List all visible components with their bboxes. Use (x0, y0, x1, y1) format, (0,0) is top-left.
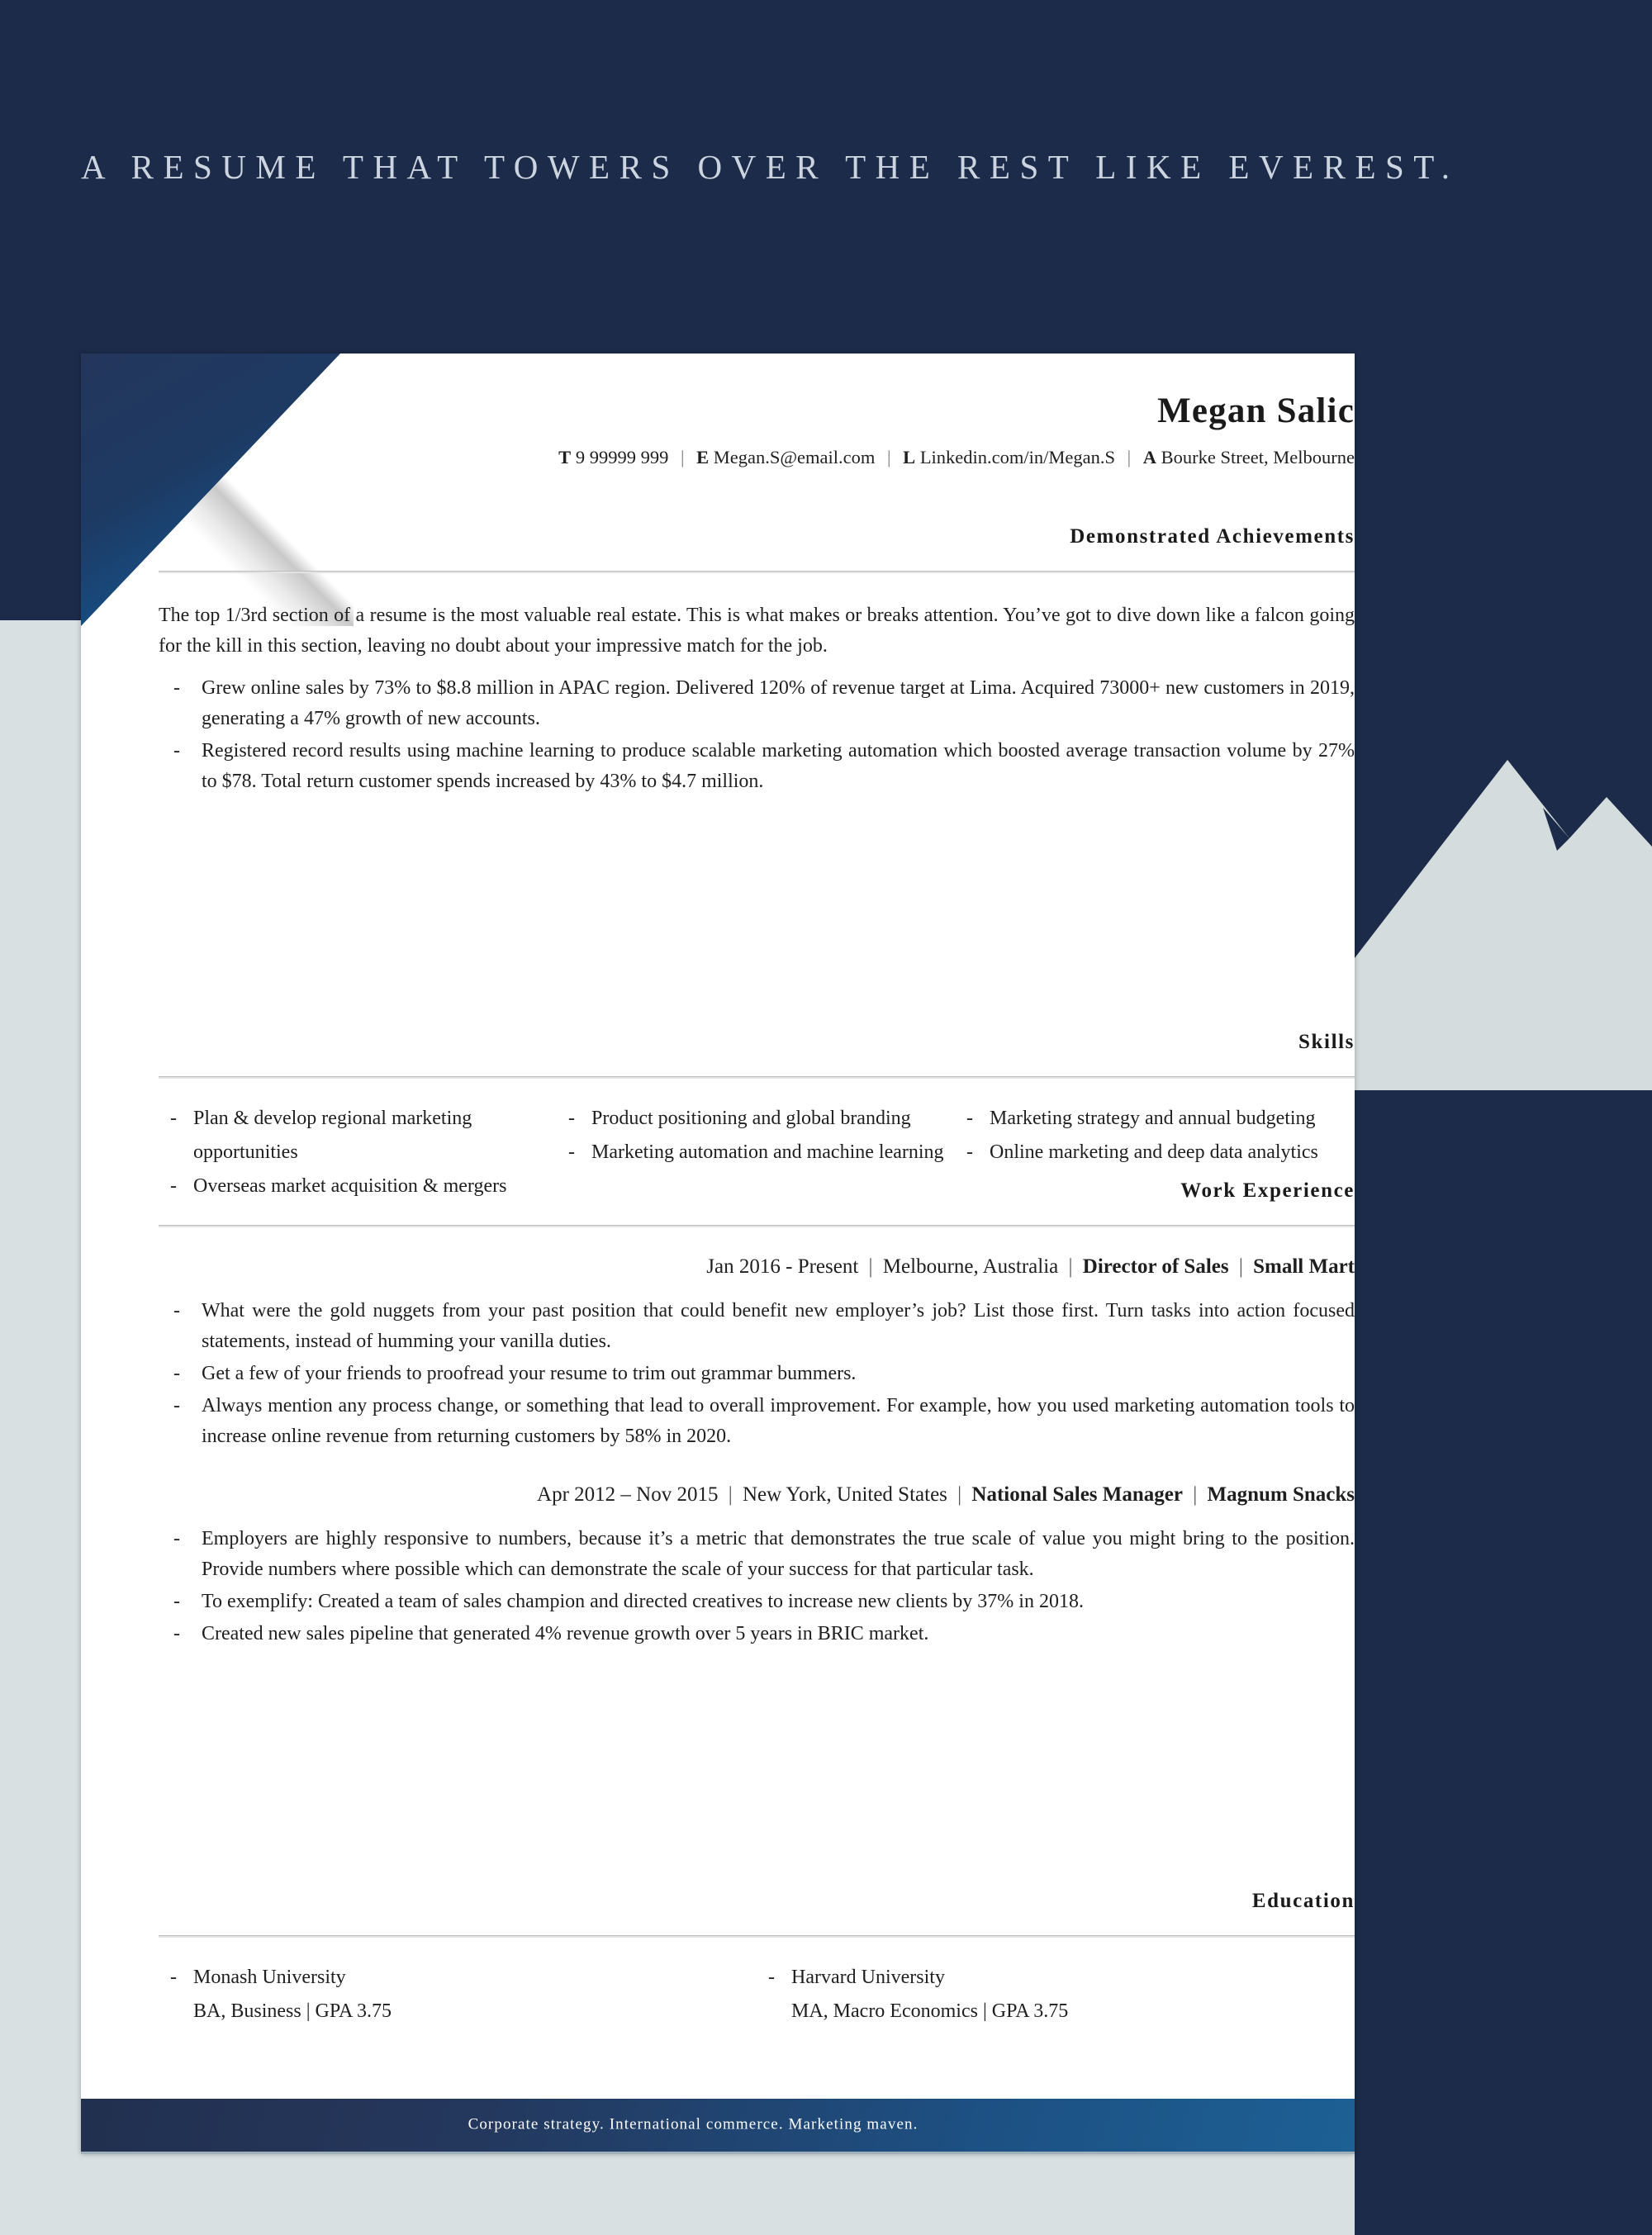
list-item: - Overseas market acquisition & mergers (159, 1170, 557, 1203)
job-location: Melbourne, Australia (882, 1255, 1059, 1278)
phone-label: T (558, 447, 572, 467)
education-detail: BA, Business | GPA 3.75 (193, 2000, 392, 2022)
list-item: - Marketing strategy and annual budgeting (955, 1102, 1353, 1136)
education-school: - Monash University (159, 1961, 757, 1995)
linkedin-value[interactable]: Linkedin.com/in/Megan.S (919, 447, 1116, 467)
resume-footer-bar (81, 2099, 1355, 2154)
section-education (159, 1890, 1355, 2029)
job-heading-2 (159, 1483, 1355, 1507)
list-item: - To exemplify: Created a team of sales champion and directed creatives to increase new clients by 37% in 2018. (159, 1587, 1355, 1617)
section-rule (159, 1225, 1355, 1227)
list-item: - Plan & develop regional marketing opportunities (159, 1102, 557, 1170)
section-skills (159, 1031, 1355, 1203)
job-heading-1 (159, 1255, 1355, 1279)
education-columns (159, 1961, 1355, 2029)
job-pipe: | (728, 1483, 733, 1506)
education-entry-2 (757, 1961, 1355, 2029)
contact-separator: | (1127, 447, 1132, 467)
job-pipe: | (1238, 1255, 1243, 1278)
job-role: National Sales Manager (971, 1483, 1183, 1506)
job-dates: Jan 2016 - Present (706, 1255, 859, 1278)
section-rule (159, 1076, 1355, 1079)
section-title-skills: Skills (1298, 1031, 1355, 1053)
address-value: Bourke Street, Melbourne (1161, 447, 1355, 467)
job-pipe: | (868, 1255, 873, 1278)
contact-line (159, 447, 1355, 468)
list-item: - What were the gold nuggets from your past position that could benefit new employer’s job? List those first. Turn tasks into action focused statements, instead of humming your vanilla duties. (159, 1296, 1355, 1357)
list-item: - Grew online sales by 73% to $8.8 million in APAC region. Delivered 120% of revenue target at Lima. Acquired 73000+ new customers in 2019, generating a 47% growth of new accounts. (159, 673, 1355, 734)
email-label: E (696, 447, 710, 467)
section-achievements (159, 525, 1355, 799)
poster-headline: A RESUME THAT TOWERS OVER THE REST LIKE EVEREST. (81, 148, 1460, 186)
list-item: - Get a few of your friends to proofread your resume to trim out grammar bummers. (159, 1359, 1355, 1389)
job-role: Director of Sales (1082, 1255, 1229, 1278)
section-rule (159, 571, 1355, 573)
contact-separator: | (887, 447, 891, 467)
job-company: Small Mart (1253, 1255, 1355, 1278)
job-bullet-list-1 (159, 1296, 1355, 1452)
list-item: - Created new sales pipeline that generated 4% revenue growth over 5 years in BRIC market. (159, 1619, 1355, 1649)
section-title-achievements: Demonstrated Achievements (1070, 525, 1355, 548)
mountain-graphic (1322, 463, 1652, 1090)
achievements-paragraph: The top 1/3rd section of a resume is the most valuable real estate. This is what makes or breaks attention. You’ve got to dive down like a falcon going for the kill in this section, leaving no doubt about your impressive match for the job. (159, 605, 1355, 657)
candidate-name: Megan Salic (1157, 391, 1355, 430)
list-item: - Product positioning and global branding (557, 1102, 955, 1136)
education-detail: MA, Macro Economics | GPA 3.75 (791, 2000, 1069, 2022)
list-item: - Always mention any process change, or something that lead to overall improvement. For example, how you used marketing automation tools to increase online revenue from returning customers by 58% in 2020. (159, 1391, 1355, 1452)
education-school: - Harvard University (757, 1961, 1355, 1995)
list-item: - Employers are highly responsive to numbers, because it’s a metric that demonstrates the true scale of value you might bring to the position. Provide numbers where possible which can demonstrate the scale of your success for that particular task. (159, 1524, 1355, 1585)
job-bullet-list-2 (159, 1524, 1355, 1649)
list-item: - Registered record results using machine learning to produce scalable marketing automation which boosted average transaction volume by 27% to $78. Total return customer spends increased by 43% to $4.7 million. (159, 736, 1355, 797)
footer-tagline: Corporate strategy. International commerce. Marketing maven. (468, 2115, 919, 2133)
email-value[interactable]: Megan.S@email.com (713, 447, 876, 467)
section-rule (159, 1935, 1355, 1938)
education-entry-1 (159, 1961, 757, 2029)
navy-band-right (1355, 0, 1652, 2235)
job-pipe: | (1068, 1255, 1073, 1278)
job-location: New York, United States (742, 1483, 947, 1506)
achievements-bullet-list (159, 673, 1355, 797)
address-label: A (1142, 447, 1157, 467)
job-company: Magnum Snacks (1207, 1483, 1355, 1506)
list-item: - Marketing automation and machine learning (557, 1136, 955, 1170)
job-dates: Apr 2012 – Nov 2015 (537, 1483, 719, 1506)
resume-page (81, 354, 1355, 2154)
linkedin-label: L (903, 447, 916, 467)
section-title-work: Work Experience (1180, 1179, 1355, 1202)
job-pipe: | (1193, 1483, 1198, 1506)
section-work-experience (159, 1179, 1355, 1651)
section-title-education: Education (1251, 1890, 1355, 1912)
contact-separator: | (680, 447, 685, 467)
job-pipe: | (957, 1483, 962, 1506)
list-item: - Online marketing and deep data analytics (955, 1136, 1353, 1170)
phone-value: 9 99999 999 (575, 447, 669, 467)
